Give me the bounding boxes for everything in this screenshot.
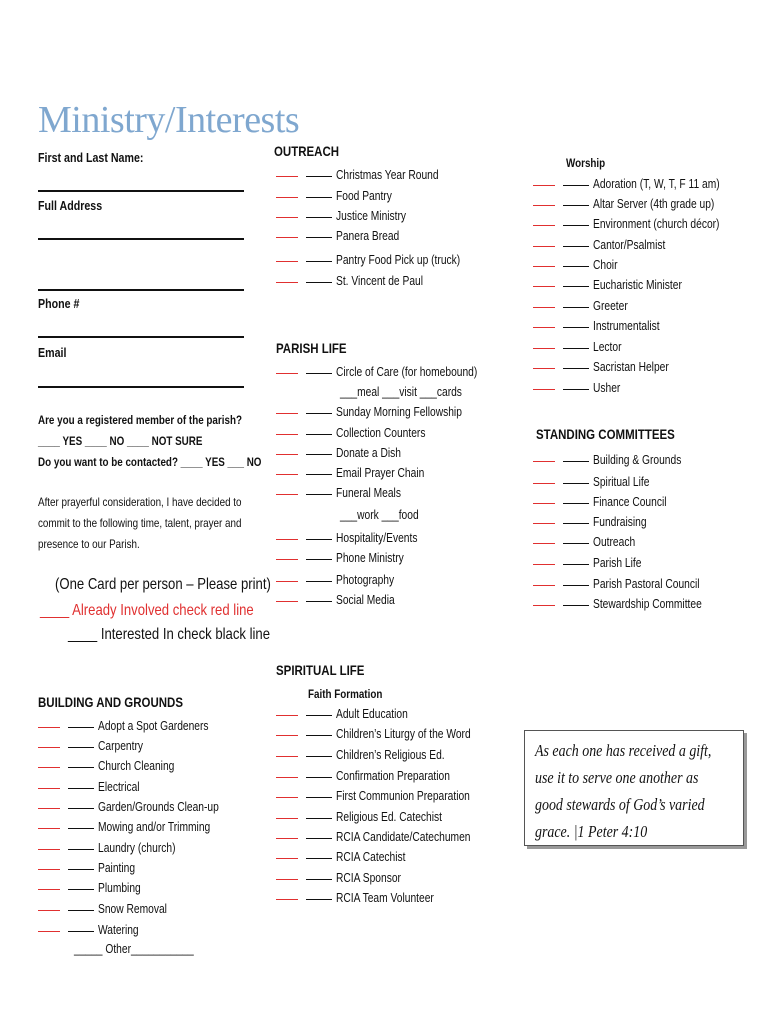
checklist-item-label: Environment (church décor)	[593, 217, 720, 231]
interested-note: ____ Interested In check black line	[68, 626, 271, 643]
checklist-item-label: Parish Pastoral Council	[593, 577, 700, 591]
faith-formation-subheading: Faith Formation	[308, 687, 383, 701]
already-involved-line[interactable]	[276, 858, 298, 859]
checklist-item-label: Christmas Year Round	[336, 168, 439, 182]
already-involved-line[interactable]	[533, 246, 555, 247]
already-involved-line[interactable]	[533, 266, 555, 267]
checklist-item-label: Adoration (T, W, T, F 11 am)	[593, 177, 720, 191]
checklist-item-label: Usher	[593, 381, 621, 395]
already-involved-line[interactable]	[533, 225, 555, 226]
already-involved-line[interactable]	[276, 899, 298, 900]
interested-line[interactable]	[68, 788, 94, 789]
interested-line[interactable]	[563, 266, 589, 267]
interested-line[interactable]	[563, 246, 589, 247]
commit-text-2: commit to the following time, talent, prayer and	[38, 516, 242, 530]
checklist-item-label: Confirmation Preparation	[336, 769, 450, 783]
checklist-item	[38, 778, 149, 798]
interested-line[interactable]	[563, 286, 589, 287]
already-involved-line[interactable]	[533, 461, 555, 462]
address-label: Full Address	[38, 198, 103, 213]
building-grounds-heading: BUILDING AND GROUNDS	[38, 694, 183, 710]
interested-line[interactable]	[563, 523, 589, 524]
checklist-item-label: Painting	[98, 861, 136, 875]
checklist-item-label: Collection Counters	[336, 426, 426, 440]
worship-heading: Worship	[566, 156, 606, 170]
checklist-item-label: Laundry (church)	[98, 841, 176, 855]
checklist-item-label: Snow Removal	[98, 902, 167, 916]
interested-line[interactable]	[563, 185, 589, 186]
registered-question: Are you a registered member of the parish?	[38, 413, 242, 427]
email-label: Email	[38, 345, 67, 360]
interested-line[interactable]	[306, 197, 332, 198]
interested-line[interactable]	[306, 879, 332, 880]
interested-line[interactable]	[306, 373, 332, 374]
checklist-item-label: Pantry Food Pick up (truck)	[336, 253, 461, 267]
already-involved-line[interactable]	[533, 286, 555, 287]
checklist-item	[533, 595, 726, 615]
checklist-item	[533, 513, 658, 533]
checklist-item	[533, 358, 685, 378]
interested-line[interactable]	[306, 261, 332, 262]
interested-line[interactable]	[306, 559, 332, 560]
checklist-item	[533, 215, 747, 235]
already-involved-line[interactable]	[38, 788, 60, 789]
already-involved-line[interactable]	[533, 523, 555, 524]
checklist-item-label: Plumbing	[98, 881, 141, 895]
checklist-item-label: Panera Bread	[336, 229, 400, 243]
interested-line[interactable]	[306, 176, 332, 177]
already-involved-line[interactable]	[276, 797, 298, 798]
checklist-item-label: Stewardship Committee	[593, 597, 702, 611]
checklist-item-label: Justice Ministry	[336, 209, 407, 223]
checklist-item	[276, 251, 487, 271]
already-involved-line[interactable]	[276, 413, 298, 414]
interested-line[interactable]	[306, 217, 332, 218]
already-involved-line[interactable]	[276, 818, 298, 819]
already-involved-line[interactable]	[38, 849, 60, 850]
already-involved-line[interactable]	[533, 543, 555, 544]
already-involved-line[interactable]	[38, 931, 60, 932]
already-involved-note: ____ Already Involved check red line	[40, 602, 254, 619]
checklist-item-label: First Communion Preparation	[336, 789, 470, 803]
spiritual-life-heading: SPIRITUAL LIFE	[276, 662, 365, 678]
circle-of-care-options[interactable]: ___meal ___visit ___cards	[340, 385, 462, 399]
interested-line[interactable]	[306, 454, 332, 455]
checklist-item	[533, 473, 662, 493]
already-involved-line[interactable]	[276, 715, 298, 716]
interested-line[interactable]	[306, 715, 332, 716]
checklist-item	[276, 889, 455, 909]
checklist-item	[276, 549, 419, 569]
already-involved-line[interactable]	[533, 307, 555, 308]
interested-line[interactable]	[306, 777, 332, 778]
interested-line[interactable]	[306, 601, 332, 602]
checklist-item	[276, 464, 444, 484]
already-involved-line[interactable]	[533, 185, 555, 186]
already-involved-line[interactable]	[276, 197, 298, 198]
already-involved-line[interactable]	[38, 727, 60, 728]
interested-line[interactable]	[68, 747, 94, 748]
interested-line[interactable]	[306, 494, 332, 495]
address-field-1[interactable]	[38, 238, 244, 240]
address-field-2[interactable]	[38, 289, 244, 291]
checklist-item-label: RCIA Sponsor	[336, 871, 401, 885]
checklist-item	[533, 575, 723, 595]
interested-line[interactable]	[563, 205, 589, 206]
already-involved-line[interactable]	[38, 828, 60, 829]
one-card-note: (One Card per person – Please print)	[55, 576, 271, 593]
interested-line[interactable]	[306, 735, 332, 736]
checklist-item-label: Building & Grounds	[593, 453, 682, 467]
checklist-item	[38, 900, 182, 920]
already-involved-line[interactable]	[276, 756, 298, 757]
checklist-item-label: Circle of Care (for homebound)	[336, 365, 478, 379]
checklist-item	[533, 297, 635, 317]
checklist-item	[276, 705, 424, 725]
checklist-item-label: Hospitality/Events	[336, 531, 418, 545]
interested-line[interactable]	[306, 858, 332, 859]
checklist-item	[38, 737, 153, 757]
interested-line[interactable]	[306, 899, 332, 900]
already-involved-line[interactable]	[276, 237, 298, 238]
already-involved-line[interactable]	[38, 767, 60, 768]
already-involved-line[interactable]	[276, 474, 298, 475]
interested-line[interactable]	[306, 818, 332, 819]
checklist-item-label: Greeter	[593, 299, 628, 313]
checklist-item	[38, 818, 235, 838]
checklist-item-label: Sacristan Helper	[593, 360, 669, 374]
checklist-item	[533, 256, 623, 276]
interested-line[interactable]	[306, 539, 332, 540]
checklist-item-label: Religious Ed. Catechist	[336, 810, 442, 824]
checklist-item	[276, 207, 421, 227]
already-involved-line[interactable]	[276, 261, 298, 262]
registered-options[interactable]: ____ YES ____ NO ____ NOT SURE	[38, 434, 203, 448]
name-label: First and Last Name:	[38, 150, 144, 165]
interested-line[interactable]	[68, 849, 94, 850]
checklist-item-label: Adult Education	[336, 707, 408, 721]
funeral-meals-options[interactable]: ___work ___food	[340, 508, 419, 522]
checklist-item-label: Children’s Religious Ed.	[336, 748, 445, 762]
checklist-item	[276, 444, 415, 464]
interested-line[interactable]	[68, 727, 94, 728]
checklist-item	[38, 859, 143, 879]
checklist-item-label: Sunday Morning Fellowship	[336, 405, 462, 419]
checklist-item	[533, 175, 747, 195]
checklist-item-label: Adopt a Spot Gardeners	[98, 719, 209, 733]
checklist-item-label: Photography	[336, 573, 395, 587]
checklist-item	[276, 529, 435, 549]
checklist-item-label: St. Vincent de Paul	[336, 274, 423, 288]
already-involved-line[interactable]	[276, 176, 298, 177]
already-involved-line[interactable]	[276, 539, 298, 540]
checklist-item	[276, 828, 500, 848]
already-involved-line[interactable]	[533, 205, 555, 206]
already-involved-line[interactable]	[533, 327, 555, 328]
already-involved-line[interactable]	[276, 879, 298, 880]
scripture-quote: As each one has received a gift, use it to serve one another as good stewards of God’s varied grace. |1 Peter 4:10	[535, 741, 712, 841]
checklist-item-label: Children’s Liturgy of the Word	[336, 727, 471, 741]
checklist-item	[38, 839, 193, 859]
commit-text-1: After prayerful consideration, I have decided to	[38, 495, 242, 509]
interested-line[interactable]	[563, 327, 589, 328]
checklist-item-label: Email Prayer Chain	[336, 466, 425, 480]
already-involved-line[interactable]	[533, 585, 555, 586]
checklist-item	[533, 317, 674, 337]
checklist-item	[276, 725, 500, 745]
already-involved-line[interactable]	[38, 910, 60, 911]
already-involved-line[interactable]	[276, 282, 298, 283]
interested-line[interactable]	[306, 756, 332, 757]
already-involved-line[interactable]	[533, 389, 555, 390]
interested-line[interactable]	[563, 483, 589, 484]
checklist-item-label: Funeral Meals	[336, 486, 401, 500]
already-involved-line[interactable]	[38, 889, 60, 890]
interested-line[interactable]	[563, 543, 589, 544]
interested-line[interactable]	[306, 237, 332, 238]
checklist-item	[533, 379, 626, 399]
interested-line[interactable]	[563, 503, 589, 504]
already-involved-line[interactable]	[276, 777, 298, 778]
checklist-item	[38, 798, 245, 818]
already-involved-line[interactable]	[38, 747, 60, 748]
checklist-item	[276, 848, 421, 868]
checklist-item-label: RCIA Catechist	[336, 850, 406, 864]
checklist-item	[276, 363, 508, 383]
already-involved-line[interactable]	[276, 581, 298, 582]
already-involved-line[interactable]	[533, 348, 555, 349]
already-involved-line[interactable]	[276, 217, 298, 218]
already-involved-line[interactable]	[533, 503, 555, 504]
checklist-item-label: Phone Ministry	[336, 551, 404, 565]
checklist-item	[533, 338, 628, 358]
checklist-item-label: Watering	[98, 923, 139, 937]
interested-line[interactable]	[68, 931, 94, 932]
checklist-item	[533, 195, 741, 215]
checklist-item-label: Cantor/Psalmist	[593, 238, 666, 252]
interested-line[interactable]	[563, 368, 589, 369]
checklist-item-label: Eucharistic Minister	[593, 278, 682, 292]
page-title: Ministry/Interests	[38, 99, 300, 141]
checklist-item	[276, 272, 442, 292]
checklist-item	[38, 921, 148, 941]
phone-label: Phone #	[38, 296, 80, 311]
already-involved-line[interactable]	[276, 454, 298, 455]
interested-line[interactable]	[306, 282, 332, 283]
already-involved-line[interactable]	[276, 559, 298, 560]
checklist-item	[276, 869, 415, 889]
checklist-item-label: RCIA Candidate/Catechumen	[336, 830, 471, 844]
checklist-item-label: Electrical	[98, 780, 140, 794]
checklist-item-label: Altar Server (4th grade up)	[593, 197, 715, 211]
already-involved-line[interactable]	[38, 808, 60, 809]
interested-line[interactable]	[306, 434, 332, 435]
checklist-item-label: Spiritual Life	[593, 475, 650, 489]
email-field[interactable]	[38, 386, 244, 388]
already-involved-line[interactable]	[276, 735, 298, 736]
already-involved-line[interactable]	[533, 605, 555, 606]
interested-line[interactable]	[306, 413, 332, 414]
checklist-item	[38, 757, 191, 777]
interested-line[interactable]	[563, 225, 589, 226]
interested-line[interactable]	[563, 585, 589, 586]
checklist-item-label: Choir	[593, 258, 618, 272]
interested-line[interactable]	[563, 461, 589, 462]
already-involved-line[interactable]	[276, 838, 298, 839]
checklist-item	[276, 591, 408, 611]
already-involved-line[interactable]	[276, 434, 298, 435]
checklist-item	[276, 187, 404, 207]
already-involved-line[interactable]	[276, 494, 298, 495]
interested-line[interactable]	[563, 605, 589, 606]
outreach-heading: OUTREACH	[274, 143, 340, 159]
checklist-item	[276, 787, 499, 807]
checklist-item	[276, 571, 407, 591]
parish-life-heading: PARISH LIFE	[276, 340, 347, 356]
checklist-item-label: Instrumentalist	[593, 319, 660, 333]
interested-line[interactable]	[563, 307, 589, 308]
name-field[interactable]	[38, 190, 244, 192]
checklist-item	[276, 227, 413, 247]
interested-line[interactable]	[68, 828, 94, 829]
interested-line[interactable]	[563, 348, 589, 349]
checklist-item	[276, 484, 415, 504]
already-involved-line[interactable]	[38, 869, 60, 870]
checklist-item	[38, 717, 233, 737]
commit-text-3: presence to our Parish.	[38, 537, 140, 551]
checklist-item	[276, 808, 465, 828]
other-item[interactable]: _____ Other___________	[74, 942, 194, 956]
already-involved-line[interactable]	[276, 373, 298, 374]
checklist-item	[533, 451, 701, 471]
checklist-item-label: Fundraising	[593, 515, 647, 529]
scripture-quote-box	[524, 730, 744, 846]
already-involved-line[interactable]	[533, 368, 555, 369]
contact-question[interactable]: Do you want to be contacted? ____ YES ___ NO	[38, 455, 262, 469]
checklist-item	[533, 276, 701, 296]
interested-line[interactable]	[68, 910, 94, 911]
checklist-item-label: Parish Life	[593, 556, 642, 570]
standing-committees-heading: STANDING COMMITTEES	[536, 426, 675, 442]
checklist-item	[533, 554, 652, 574]
checklist-item	[533, 236, 681, 256]
checklist-item-label: Finance Council	[593, 495, 667, 509]
interested-line[interactable]	[306, 474, 332, 475]
checklist-item	[533, 493, 683, 513]
checklist-item	[276, 767, 475, 787]
checklist-item-label: Church Cleaning	[98, 759, 175, 773]
interested-line[interactable]	[563, 389, 589, 390]
checklist-item	[276, 424, 445, 444]
interested-line[interactable]	[68, 869, 94, 870]
interested-line[interactable]	[68, 808, 94, 809]
checklist-item-label: Social Media	[336, 593, 395, 607]
checklist-item-label: Carpentry	[98, 739, 144, 753]
checklist-item	[533, 533, 644, 553]
checklist-item	[38, 879, 150, 899]
checklist-item	[276, 166, 461, 186]
already-involved-line[interactable]	[276, 601, 298, 602]
interested-line[interactable]	[68, 767, 94, 768]
checklist-item-label: Outreach	[593, 535, 636, 549]
checklist-item-label: Donate a Dish	[336, 446, 401, 460]
checklist-item-label: Lector	[593, 340, 622, 354]
checklist-item-label: Mowing and/or Trimming	[98, 820, 211, 834]
interested-line[interactable]	[306, 581, 332, 582]
phone-field[interactable]	[38, 336, 244, 338]
already-involved-line[interactable]	[533, 483, 555, 484]
checklist-item-label: Garden/Grounds Clean-up	[98, 800, 219, 814]
checklist-item-label: Food Pantry	[336, 189, 392, 203]
interested-line[interactable]	[306, 797, 332, 798]
interested-line[interactable]	[68, 889, 94, 890]
interested-line[interactable]	[306, 838, 332, 839]
already-involved-line[interactable]	[533, 564, 555, 565]
checklist-item	[276, 403, 490, 423]
interested-line[interactable]	[563, 564, 589, 565]
checklist-item	[276, 746, 468, 766]
checklist-item-label: RCIA Team Volunteer	[336, 891, 434, 905]
